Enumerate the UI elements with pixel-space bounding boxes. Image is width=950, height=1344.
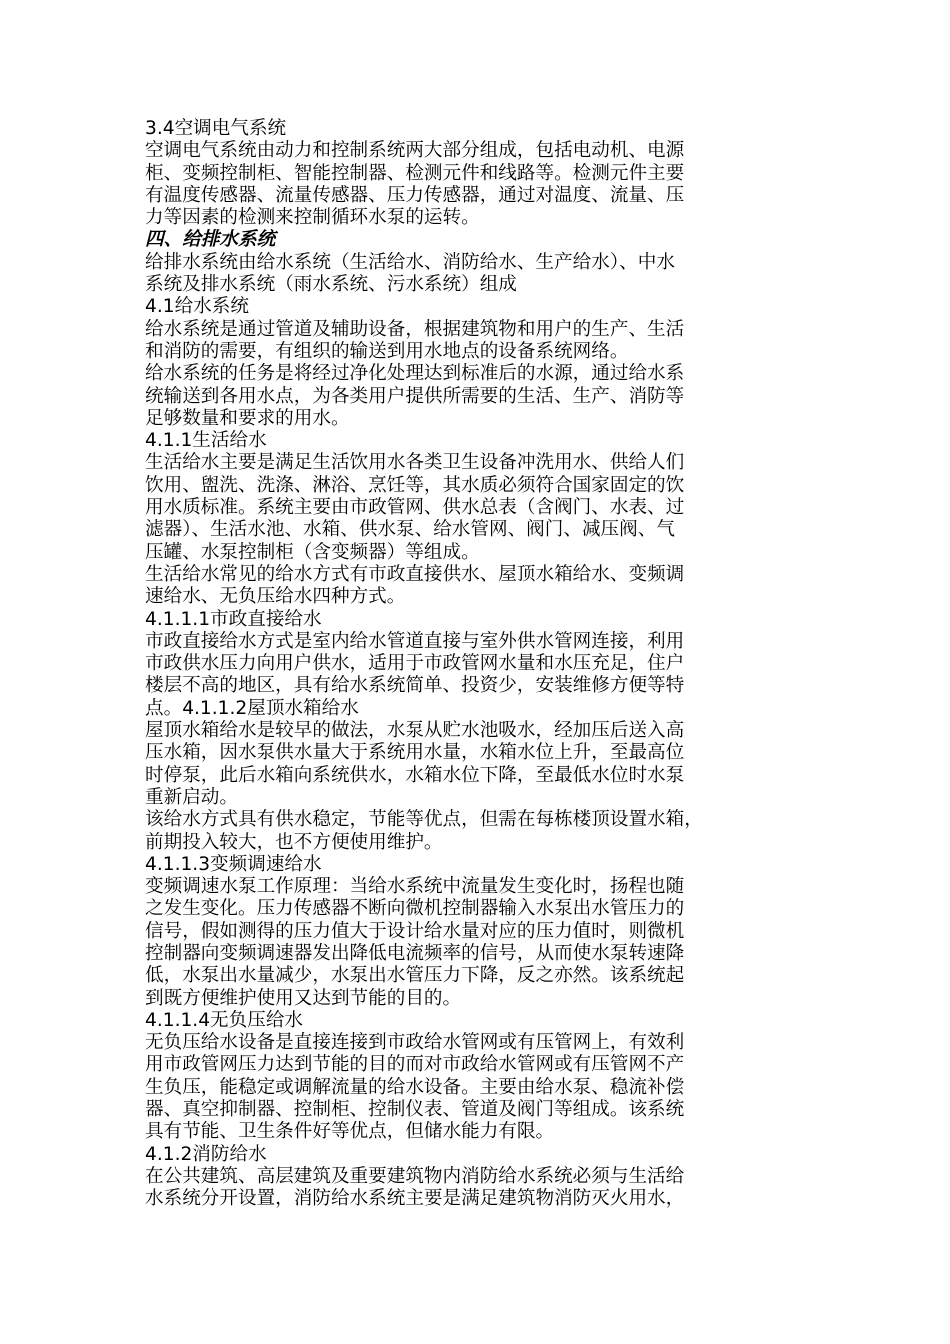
document-body — [145, 118, 813, 1211]
section-heading-4-1-1-3: 4.1.1.3变频调速给水 — [145, 853, 322, 875]
text-line: 前期投入较大，也不方便使用维护。 — [145, 831, 443, 853]
text-line: 速给水、无负压给水四种方式。 — [145, 586, 406, 608]
text-line: 给水系统是通过管道及辅助设备，根据建筑物和用户的生产、生活 — [145, 318, 685, 340]
text-line: 时停泵，此后水箱向系统供水，水箱水位下降，至最低水位时水泵 — [145, 764, 685, 786]
text-line: 柜、变频控制柜、智能控制器、检测元件和线路等。检测元件主要 — [145, 162, 685, 184]
section-heading-4-1-2: 4.1.2消防给水 — [145, 1143, 267, 1165]
section-heading-3-4: 3.4空调电气系统 — [145, 118, 287, 139]
text-line: 有温度传感器、流量传感器、压力传感器，通过对温度、流量、压 — [145, 184, 685, 206]
text-line: 变频调速水泵工作原理：当给水系统中流量发生变化时，扬程也随 — [145, 876, 685, 898]
text-line: 具有节能、卫生条件好等优点，但储水能力有限。 — [145, 1121, 555, 1143]
text-line: 屋顶水箱给水是较早的做法，水泵从贮水池吸水，经加压后送入高 — [145, 720, 685, 742]
text-line: 市政供水压力向用户供水，适用于市政管网水量和水压充足，住户 — [145, 653, 685, 675]
section-heading-4-1-1: 4.1.1生活给水 — [145, 430, 267, 452]
text-line: 滤器）、生活水池、水箱、供水泵、给水管网、阀门、减压阀、气 — [145, 519, 675, 541]
text-line: 用市政管网压力达到节能的目的而对市政给水管网或有压管网不产 — [145, 1054, 685, 1076]
text-line: 和消防的需要，有组织的输送到用水地点的设备系统网络。 — [145, 340, 629, 362]
text-line: 用水质标准。系统主要由市政管网、供水总表（含阀门、水表、过 — [145, 497, 685, 519]
text-line: 生负压，能稳定或调解流量的给水设备。主要由给水泵、稳流补偿 — [145, 1076, 685, 1098]
text-line: 到既方便维护使用又达到节能的目的。 — [145, 987, 462, 1009]
text-line: 统输送到各用水点，为各类用户提供所需要的生活、生产、消防等 — [145, 385, 685, 407]
text-line: 之发生变化。压力传感器不断向微机控制器输入水泵出水管压力的 — [145, 898, 685, 920]
text-line: 无负压给水设备是直接连接到市政给水管网或有压管网上，有效利 — [145, 1032, 685, 1054]
text-line: 生活给水常见的给水方式有市政直接供水、屋顶水箱给水、变频调 — [145, 563, 685, 585]
text-line: 低，水泵出水量减少，水泵出水管压力下降，反之亦然。该系统起 — [145, 965, 685, 987]
text-line: 该给水方式具有供水稳定，节能等优点，但需在每栋楼顶设置水箱， — [145, 809, 703, 831]
text-line: 在公共建筑、高层建筑及重要建筑物内消防给水系统必须与生活给 — [145, 1165, 685, 1187]
text-line: 控制器向变频调速器发出降低电流频率的信号，从而使水泵转速降 — [145, 942, 685, 964]
text-line: 水系统分开设置，消防给水系统主要是满足建筑物消防灭火用水， — [145, 1188, 685, 1210]
text-line: 信号，假如测得的压力值大于设计给水量对应的压力值时，则微机 — [145, 920, 685, 942]
text-line: 系统及排水系统（雨水系统、污水系统）组成 — [145, 274, 517, 296]
text-line: 重新启动。 — [145, 786, 238, 808]
text-line: 生活给水主要是满足生活饮用水各类卫生设备冲洗用水、供给人们 — [145, 452, 685, 474]
text-line: 器、真空抑制器、控制柜、控制仪表、管道及阀门等组成。该系统 — [145, 1099, 685, 1121]
text-line: 给水系统的任务是将经过净化处理达到标准后的水源，通过给水系 — [145, 363, 685, 385]
text-line: 饮用、盥洗、洗涤、淋浴、烹饪等，其水质必须符合国家固定的饮 — [145, 474, 685, 496]
section-heading-4-1: 4.1给水系统 — [145, 296, 249, 318]
text-line: 足够数量和要求的用水。 — [145, 407, 350, 429]
text-line: 给排水系统由给水系统（生活给水、消防给水、生产给水）、中水 — [145, 251, 675, 273]
text-line: 空调电气系统由动力和控制系统两大部分组成，包括电动机、电源 — [145, 140, 685, 162]
text-line: 压罐、水泵控制柜（含变频器）等组成。 — [145, 541, 480, 563]
text-line: 市政直接给水方式是室内给水管道直接与室外供水管网连接，利用 — [145, 630, 685, 652]
text-line: 压水箱，因水泵供水量大于系统用水量，水箱水位上升，至最高位 — [145, 742, 685, 764]
text-line: 点。4.1.1.2屋顶水箱给水 — [145, 697, 359, 719]
text-line: 力等因素的检测来控制循环水泵的运转。 — [145, 207, 480, 229]
section-heading-4-1-1-1: 4.1.1.1市政直接给水 — [145, 608, 322, 630]
chapter-heading-4: 四、给排水系统 — [145, 229, 276, 251]
section-heading-4-1-1-4: 4.1.1.4无负压给水 — [145, 1009, 304, 1031]
text-line: 楼层不高的地区，具有给水系统简单、投资少，安装维修方便等特 — [145, 675, 685, 697]
